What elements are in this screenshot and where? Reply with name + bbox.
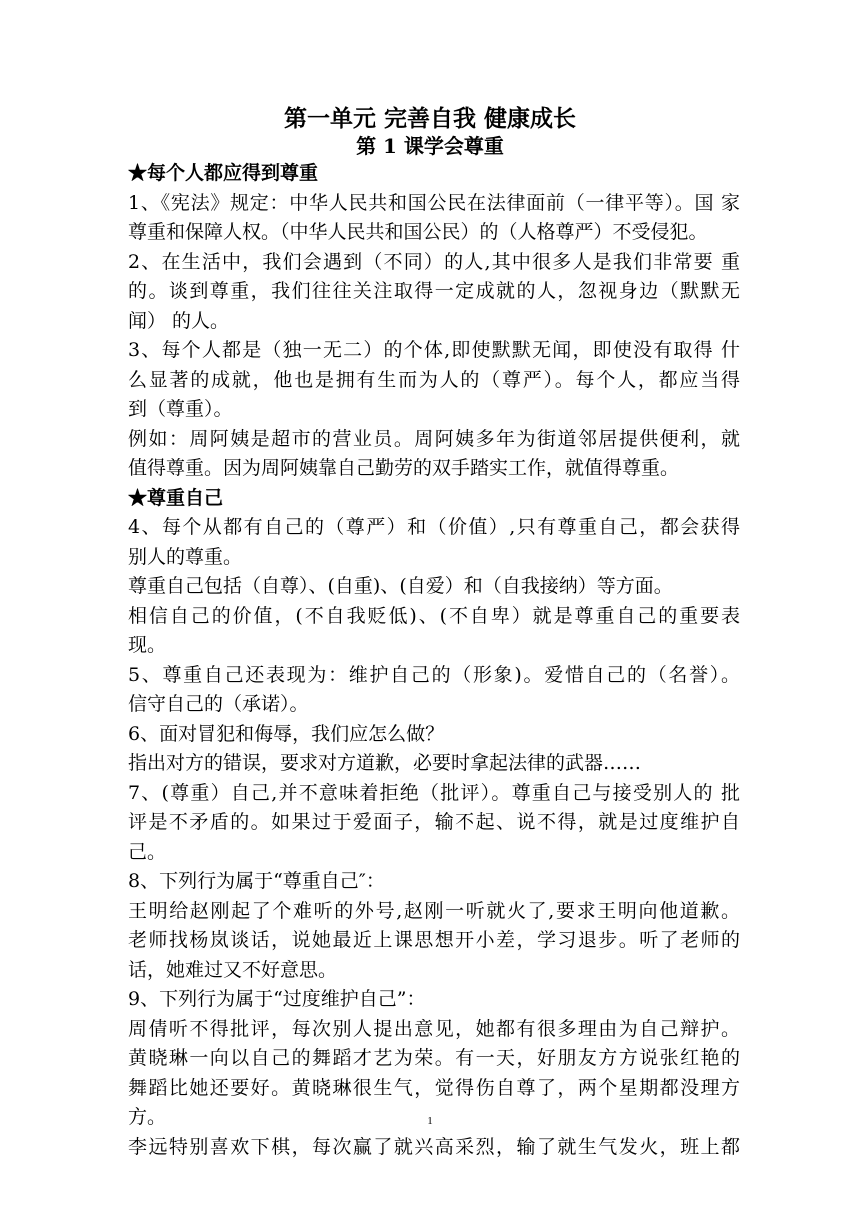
text-line: 4、每个从都有自己的（尊严）和（价值）,只有尊重自己，都会获得 bbox=[128, 516, 740, 538]
text-line: 话，她难过又不好意思。 bbox=[128, 958, 338, 981]
text-line: 老师找杨岚谈话，说她最近上课思想开小差，学习退步。听了老师的 bbox=[128, 929, 740, 951]
text-line: 方。 bbox=[128, 1106, 167, 1128]
text-line: 评是不矛盾的。如果过于爱面子，输不起、说不得，就是过度维护自 bbox=[128, 811, 740, 833]
text-line: 己。 bbox=[128, 840, 167, 863]
lesson-title: 第 1 课学会尊重 bbox=[356, 134, 504, 158]
text-line: 1、《宪法》规定：中华人民共和国公民在法律面前（一律平等）。国 家 bbox=[128, 191, 740, 214]
text-line: 6、面对冒犯和侮辱，我们应怎么做？ bbox=[128, 722, 445, 745]
text-line: 么显著的成就，他也是拥有生而为人的（尊严）。每个人，都应当得 bbox=[128, 368, 740, 391]
text-line: 7、(尊重）自己,并不意味着拒绝（批评）。尊重自己与接受别人的 批 bbox=[128, 781, 740, 804]
text-line: 的。谈到尊重，我们往往关注取得一定成就的人，忽视身边（默默无 bbox=[128, 280, 740, 302]
page-number: 1 bbox=[427, 1115, 433, 1127]
text-line: 2、在生活中，我们会遇到（不同）的人,其中很多人是我们非常要 重 bbox=[128, 250, 740, 273]
text-line: 现。 bbox=[128, 634, 167, 656]
document-title: 第一单元 完善自我 健康成长 bbox=[283, 105, 576, 132]
text-line: 3、每个人都是（独一无二）的个体,即使默默无闻，即使没有取得 什 bbox=[128, 339, 740, 361]
text-line: 闻） 的人。 bbox=[128, 309, 230, 332]
text-line: 值得尊重。因为周阿姨靠自己勤劳的双手踏实工作，就值得尊重。 bbox=[128, 457, 680, 479]
text-line: 信守自己的（承诺）。 bbox=[128, 693, 309, 715]
text-line: 9、下列行为属于“过度维护自己”： bbox=[128, 988, 426, 1010]
text-line: 指出对方的错误，要求对方道歉，必要时拿起法律的武器…… bbox=[128, 752, 642, 774]
text-line: 5、尊重自己还表现为：维护自己的（形象)。爱惜自己的（名誉）。 bbox=[128, 663, 740, 686]
text-line: 别人的尊重。 bbox=[128, 545, 243, 568]
text-line: 尊重和保障人权。（中华人民共和国公民）的（人格尊严）不受侵犯。 bbox=[128, 221, 708, 243]
text-line: 舞蹈比她还要好。黄晓琳很生气，觉得伤自尊了，两个星期都没理方 bbox=[128, 1076, 740, 1099]
text-line: 8、下列行为属于“尊重自己″： bbox=[128, 870, 385, 892]
section-heading: ★每个人都应得到尊重 bbox=[128, 162, 319, 184]
text-line: 王明给赵刚起了个难听的外号,赵刚一听就火了,要求王明向他道歉。 bbox=[128, 899, 740, 922]
text-line: 到（尊重）。 bbox=[128, 398, 233, 420]
document-body bbox=[128, 159, 740, 1162]
section-heading: ★尊重自己 bbox=[128, 486, 224, 509]
text-line: 李远特别喜欢下棋，每次赢了就兴高采烈，输了就生气发火，班上都 bbox=[128, 1135, 740, 1158]
text-line: 黄晓琳一向以自己的舞蹈才艺为荣。有一天，好朋友方方说张红艳的 bbox=[128, 1047, 740, 1069]
text-line: 例如：周阿姨是超市的营业员。周阿姨多年为街道邻居提供便利，就 bbox=[128, 427, 740, 450]
text-line: 周倩听不得批评，每次别人提出意见，她都有很多理由为自己辩护。 bbox=[128, 1017, 740, 1040]
text-line: 尊重自己包括（自尊）、(自重)、(自爱）和（自我接纳）等方面。 bbox=[128, 575, 673, 597]
text-line: 相信自己的价值，(不自我贬低)、(不自卑）就是尊重自己的重要表 bbox=[128, 604, 740, 627]
